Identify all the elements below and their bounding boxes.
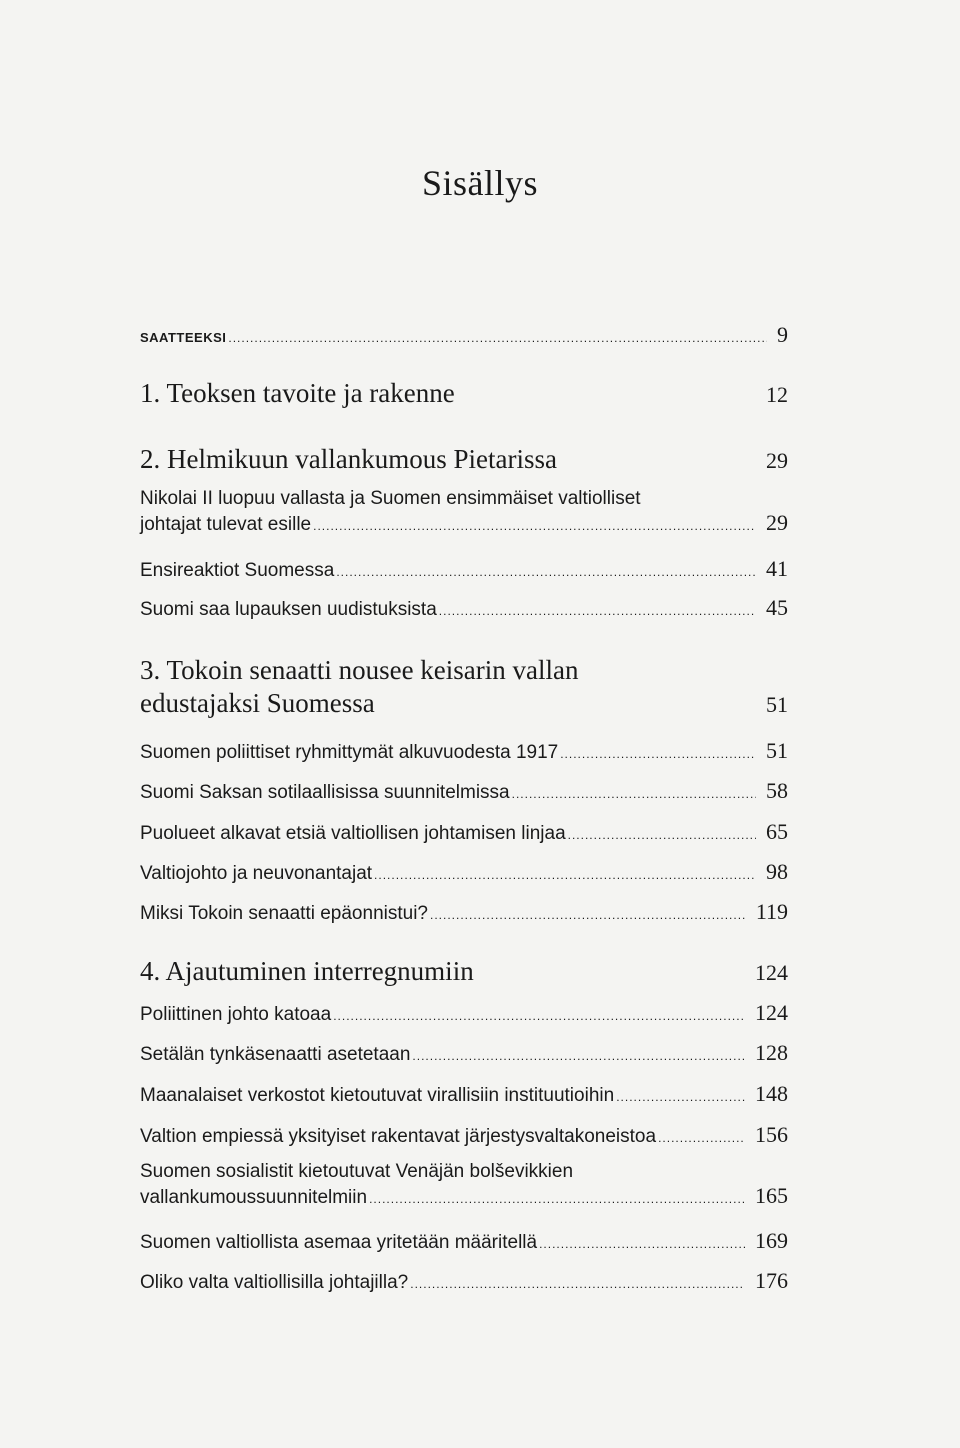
toc-page-number: 148 bbox=[755, 1081, 788, 1106]
toc-entry-label: Miksi Tokoin senaatti epäonnistui? bbox=[140, 903, 428, 924]
dot-leader bbox=[228, 331, 767, 345]
toc-page-number: 176 bbox=[755, 1268, 788, 1293]
toc-entry bbox=[140, 899, 788, 925]
toc-entry bbox=[140, 859, 788, 885]
chapter-title: edustajaksi Suomessa bbox=[140, 688, 375, 718]
page-title: Sisällys bbox=[421, 163, 539, 203]
dot-leader bbox=[658, 1131, 745, 1145]
toc-entry bbox=[140, 556, 788, 582]
dot-leader bbox=[568, 828, 756, 842]
toc-page-number: 128 bbox=[755, 1040, 788, 1065]
toc-entry-label: Suomi saa lupauksen uudistuksista bbox=[140, 599, 437, 620]
toc-entry-label: Setälän tynkäsenaatti asetetaan bbox=[140, 1044, 411, 1065]
toc-page-number: 65 bbox=[766, 819, 788, 844]
toc-page-number: 169 bbox=[755, 1228, 788, 1253]
toc-entry-label: Suomi Saksan sotilaallisissa suunnitelmissa bbox=[140, 782, 510, 803]
toc-entry-multiline bbox=[140, 488, 788, 536]
toc-page-number: 41 bbox=[766, 556, 788, 581]
chapter-heading-3 bbox=[140, 655, 788, 719]
toc-entry-label: Valtion empiessä yksityiset rakentavat järjestysvaltakoneistoa bbox=[140, 1126, 657, 1147]
toc-entry-label: Puolueet alkavat etsiä valtiollisen johtamisen linjaa bbox=[140, 823, 566, 844]
toc-entry-label: vallankumoussuunnitelmiin bbox=[140, 1187, 368, 1208]
toc-entry-label-line1: Suomen sosialistit kietoutuvat Venäjän bolševikkien bbox=[140, 1161, 574, 1182]
chapter-heading-4 bbox=[140, 956, 788, 987]
toc-entry-label: johtajat tulevat esille bbox=[140, 514, 312, 535]
dot-leader bbox=[560, 747, 756, 761]
toc-page-number: 119 bbox=[755, 899, 788, 924]
toc-page-number: 165 bbox=[755, 1183, 788, 1208]
toc-page-number: 156 bbox=[755, 1122, 788, 1147]
toc-entry-label: Ensireaktiot Suomessa bbox=[140, 560, 335, 581]
toc-entry bbox=[140, 595, 788, 621]
dot-leader bbox=[313, 519, 756, 533]
dot-leader bbox=[336, 565, 756, 579]
dot-leader bbox=[439, 604, 756, 618]
chapter-heading-2 bbox=[140, 444, 788, 475]
toc-entry-label: Poliittinen johto katoaa bbox=[140, 1004, 332, 1025]
toc-entry-label: Maanalaiset verkostot kietoutuvat virallisiin instituutioihin bbox=[140, 1085, 615, 1106]
toc-page-number: 58 bbox=[766, 778, 788, 803]
toc-entry-multiline bbox=[140, 1161, 788, 1209]
toc-page-number: 51 bbox=[766, 738, 788, 763]
toc-page-number: 45 bbox=[766, 595, 788, 620]
chapter-page-number: 124 bbox=[755, 960, 788, 985]
dot-leader bbox=[539, 1237, 745, 1251]
dot-leader bbox=[430, 908, 746, 922]
toc-entry bbox=[140, 1000, 788, 1026]
dot-leader bbox=[333, 1009, 745, 1023]
toc-entry bbox=[140, 778, 788, 804]
chapter-title: 2. Helmikuun vallankumous Pietarissa bbox=[140, 444, 557, 474]
toc-entry-label: Suomen valtiollista asemaa yritetään määritellä bbox=[140, 1232, 538, 1253]
toc-entry-label: Oliko valta valtiollisilla johtajilla? bbox=[140, 1272, 409, 1293]
toc-entry bbox=[140, 819, 788, 845]
chapter-title: 4. Ajautuminen interregnumiin bbox=[140, 956, 474, 986]
chapter-page-number: 51 bbox=[766, 692, 788, 717]
toc-entry bbox=[140, 510, 788, 536]
toc-page-number: 29 bbox=[766, 510, 788, 535]
toc-page-number: 9 bbox=[777, 322, 788, 347]
toc-entry bbox=[140, 1183, 788, 1209]
dot-leader bbox=[616, 1090, 745, 1104]
dot-leader bbox=[412, 1049, 745, 1063]
chapter-title-line1: 3. Tokoin senaatti nousee keisarin vallan bbox=[140, 655, 579, 685]
toc-entry bbox=[140, 738, 788, 764]
toc-entry bbox=[140, 1081, 788, 1107]
chapter-page-number: 12 bbox=[766, 382, 788, 407]
dot-leader bbox=[369, 1192, 745, 1206]
toc-entry bbox=[140, 1268, 788, 1294]
toc-entry-label: Valtiojohto ja neuvonantajat bbox=[140, 863, 373, 884]
toc-entry bbox=[140, 1122, 788, 1148]
toc-entry-label: Suomen poliittiset ryhmittymät alkuvuodesta 1917 bbox=[140, 742, 559, 763]
chapter-heading-1 bbox=[140, 378, 788, 409]
dot-leader bbox=[374, 868, 756, 882]
toc-entry-label-line1: Nikolai II luopuu vallasta ja Suomen ensimmäiset valtiolliset bbox=[140, 488, 641, 509]
toc-entry-label: SAATTEEKSI bbox=[140, 330, 227, 345]
chapter-page-number: 29 bbox=[766, 448, 788, 473]
toc-page-number: 124 bbox=[755, 1000, 788, 1025]
toc-entry bbox=[140, 1228, 788, 1254]
chapter-title: 1. Teoksen tavoite ja rakenne bbox=[140, 378, 455, 408]
dot-leader bbox=[410, 1277, 745, 1291]
dot-leader bbox=[512, 787, 756, 801]
toc-entry bbox=[140, 1040, 788, 1066]
toc-entry-saatteeksi bbox=[140, 322, 788, 348]
toc-page-number: 98 bbox=[766, 859, 788, 884]
